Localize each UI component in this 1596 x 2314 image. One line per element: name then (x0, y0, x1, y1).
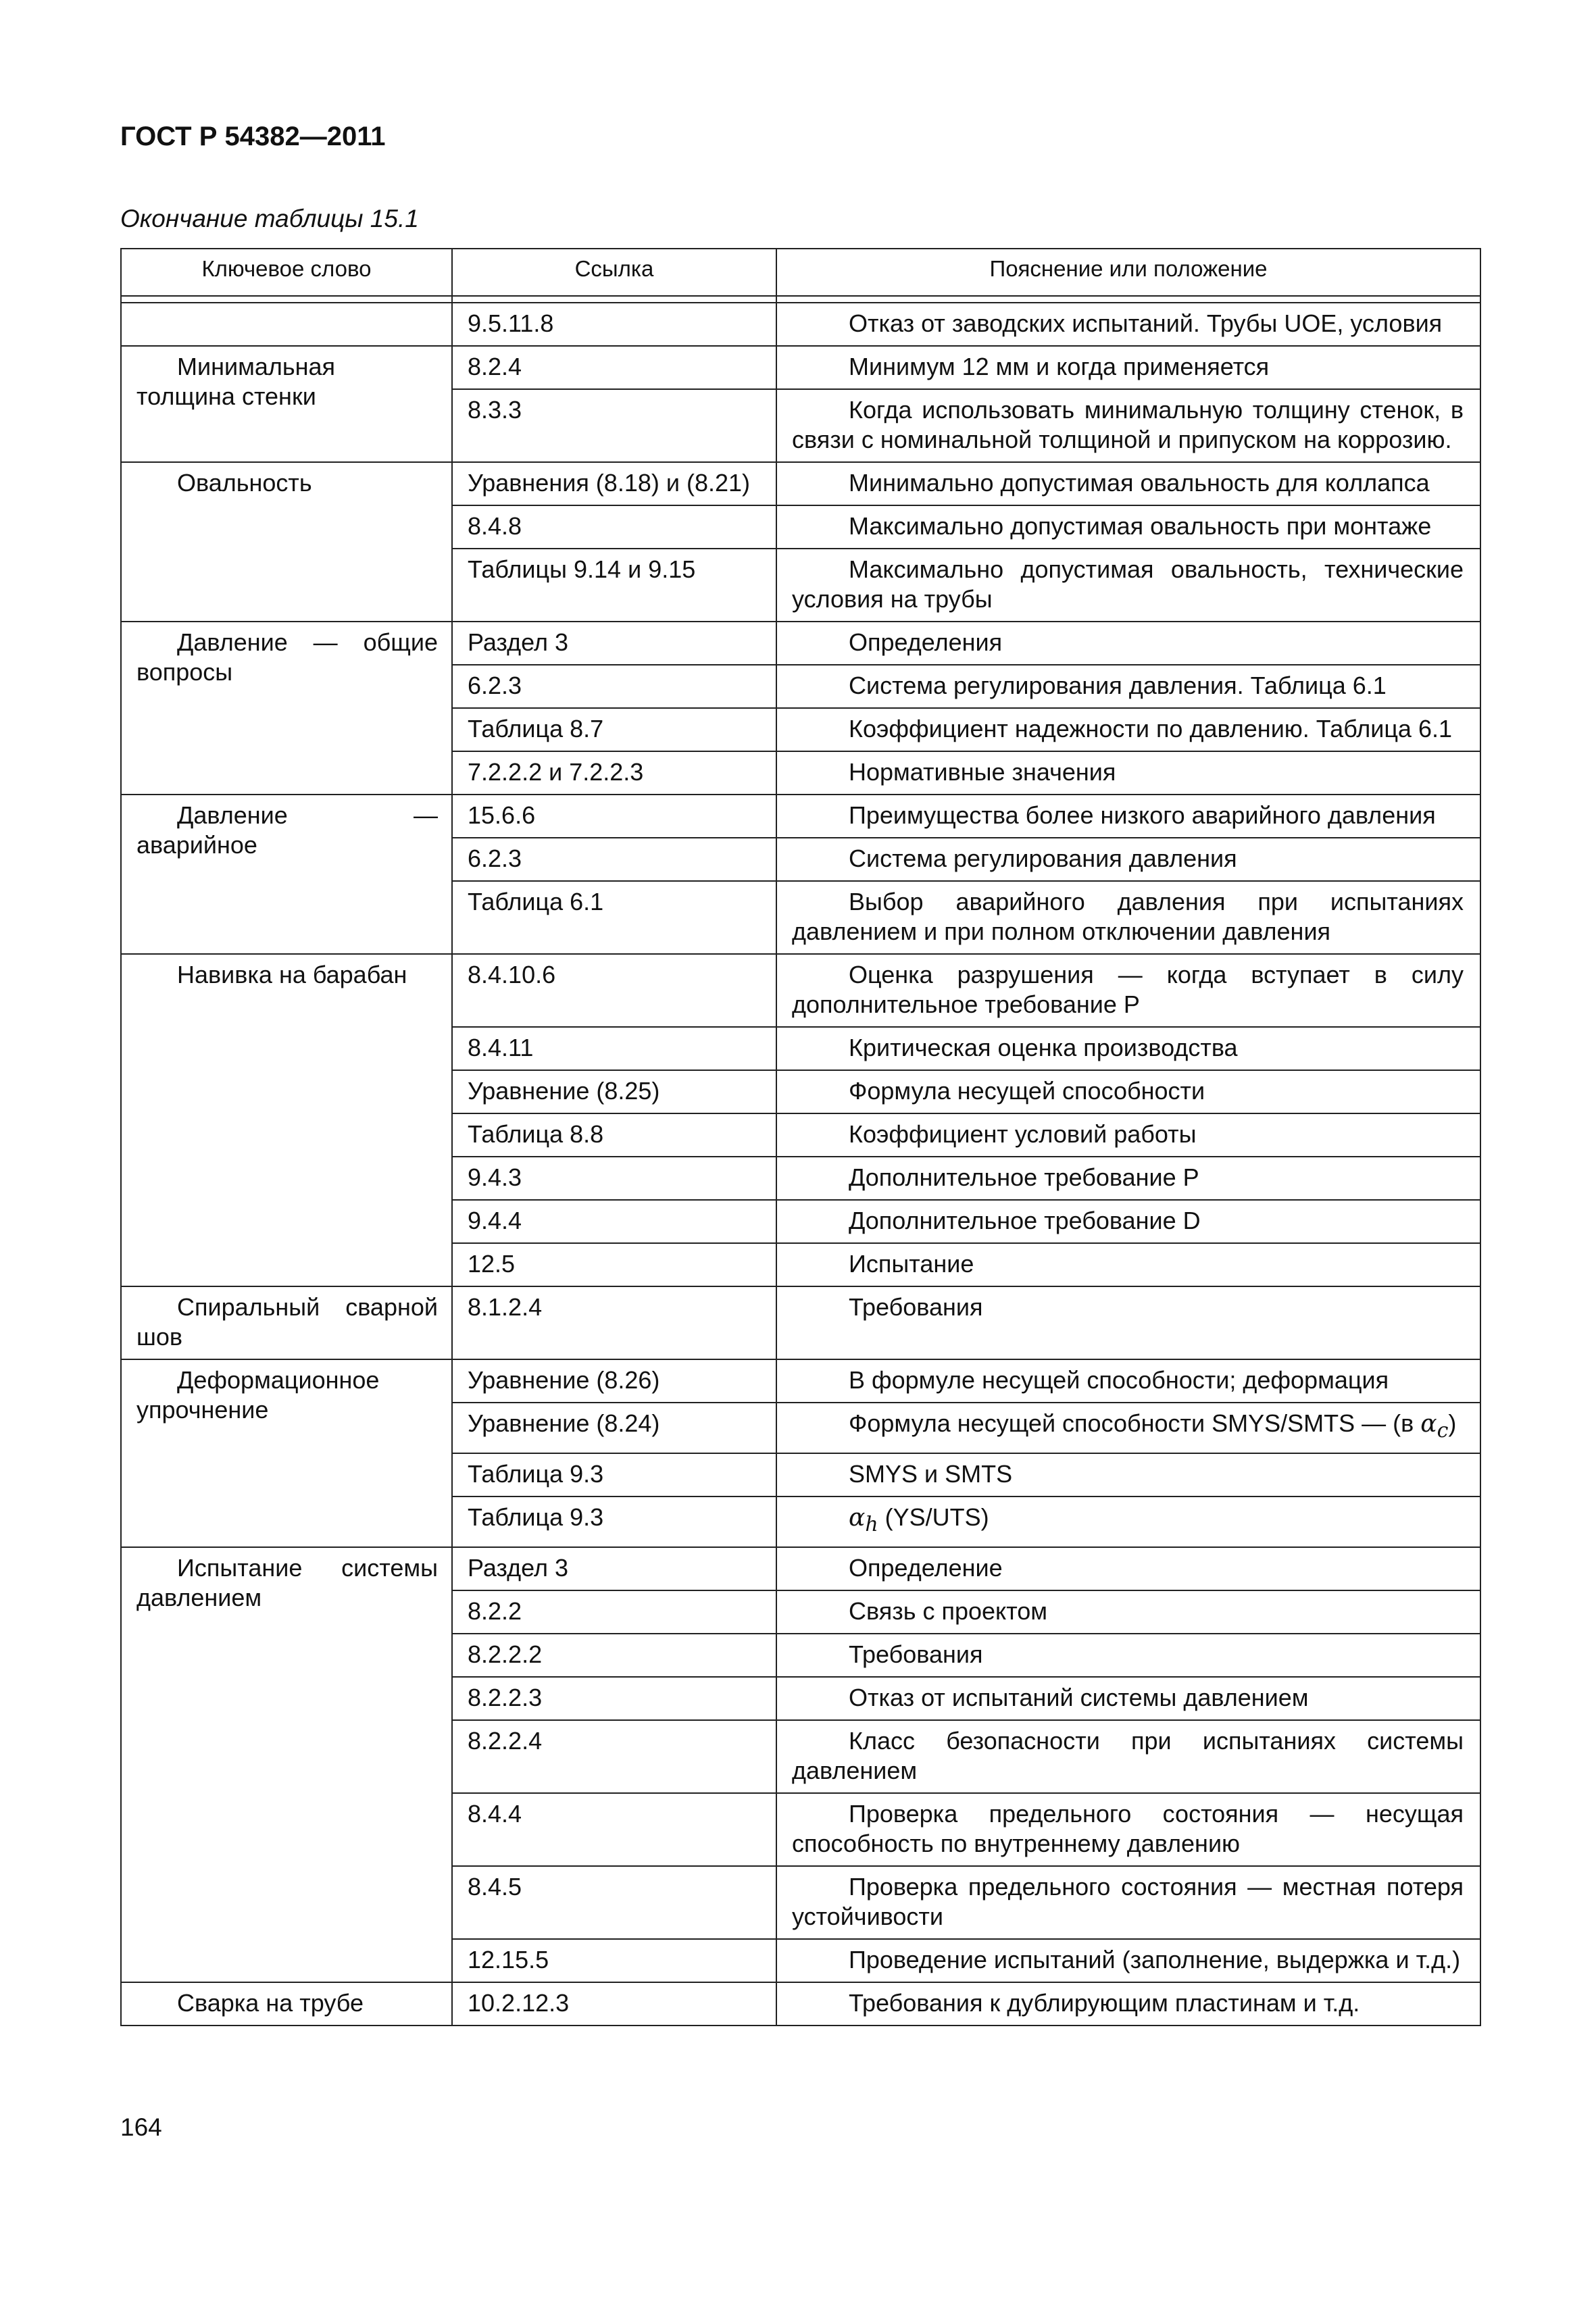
explanation-cell: Отказ от испытаний системы давлением (776, 1677, 1480, 1720)
reference-cell: 8.1.2.4 (452, 1286, 776, 1359)
explanation-cell: Испытание (776, 1243, 1480, 1286)
reference-cell: Уравнение (8.25) (452, 1070, 776, 1113)
table-row (121, 1982, 1480, 2026)
reference-cell: 10.2.12.3 (452, 1982, 776, 2026)
reference-cell: 6.2.3 (452, 838, 776, 881)
reference-cell: Раздел 3 (452, 1547, 776, 1590)
explanation-cell: Дополнительное требование D (776, 1200, 1480, 1243)
explanation-cell: Минимум 12 мм и когда применяется (776, 346, 1480, 389)
table-body (121, 303, 1480, 2026)
reference-cell: 9.4.3 (452, 1157, 776, 1200)
keyword-cell: Давление — аварийное (121, 795, 452, 954)
explanation-cell: Максимально допустимая овальность при монтаже (776, 505, 1480, 549)
table-row (121, 1359, 1480, 1403)
explanation-cell: Выбор аварийного давления при испытаниях давлением и при полном отключении давления (776, 881, 1480, 954)
explanation-cell: Критическая оценка производства (776, 1027, 1480, 1070)
keyword-cell: Навивка на барабан (121, 954, 452, 1286)
explanation-cell: Максимально допустимая овальность, технические условия на трубы (776, 549, 1480, 622)
explanation-cell: Коэффициент условий работы (776, 1113, 1480, 1157)
table-row (121, 795, 1480, 838)
explanation-cell: Требования к дублирующим пластинам и т.д. (776, 1982, 1480, 2026)
reference-cell: 9.5.11.8 (452, 303, 776, 346)
reference-cell: 8.4.5 (452, 1866, 776, 1939)
explanation-cell: Оценка разрушения — когда вступает в силу дополнительное требование P (776, 954, 1480, 1027)
reference-cell: 8.2.2.4 (452, 1720, 776, 1793)
explanation-cell: Формула несущей способности (776, 1070, 1480, 1113)
reference-cell: 8.4.11 (452, 1027, 776, 1070)
keyword-cell: Испытание системы давлением (121, 1547, 452, 1982)
reference-cell: 12.15.5 (452, 1939, 776, 1982)
column-header-explanation: Пояснение или положение (776, 249, 1480, 296)
explanation-cell: Система регулирования давления. Таблица 6.1 (776, 665, 1480, 708)
reference-cell: Таблица 8.8 (452, 1113, 776, 1157)
explanation-cell: $\alpha_h$ (YS/UTS) (776, 1496, 1480, 1547)
table-caption: Окончание таблицы 15.1 (120, 205, 419, 232)
keyword-table (120, 248, 1481, 2026)
reference-cell: 15.6.6 (452, 795, 776, 838)
reference-cell: 8.4.8 (452, 505, 776, 549)
explanation-cell: Определения (776, 622, 1480, 665)
reference-cell: 8.2.2.3 (452, 1677, 776, 1720)
reference-cell: Таблица 6.1 (452, 881, 776, 954)
explanation-cell: Проверка предельного состояния — местная потеря устойчивости (776, 1866, 1480, 1939)
document-code: ГОСТ Р 54382—2011 (120, 122, 386, 151)
explanation-cell: Проверка предельного состояния — несущая способность по внутреннему давлению (776, 1793, 1480, 1866)
reference-cell: 12.5 (452, 1243, 776, 1286)
reference-cell: Таблица 9.3 (452, 1453, 776, 1496)
reference-cell: Таблица 9.3 (452, 1496, 776, 1547)
reference-cell: Таблицы 9.14 и 9.15 (452, 549, 776, 622)
reference-cell: 8.4.4 (452, 1793, 776, 1866)
explanation-cell: В формуле несущей способности; деформация (776, 1359, 1480, 1403)
explanation-cell: Система регулирования давления (776, 838, 1480, 881)
explanation-cell: Коэффициент надежности по давлению. Таблица 6.1 (776, 708, 1480, 751)
table-row (121, 1547, 1480, 1590)
explanation-cell: Дополнительное требование P (776, 1157, 1480, 1200)
table-header-row (121, 249, 1480, 296)
reference-cell: Таблица 8.7 (452, 708, 776, 751)
explanation-cell: Требования (776, 1286, 1480, 1359)
header-separator (121, 296, 1480, 303)
table-row (121, 346, 1480, 389)
keyword-cell: Спиральный сварной шов (121, 1286, 452, 1359)
explanation-cell: Формула несущей способности SMYS/SMTS — (в $\alpha_c$) (776, 1403, 1480, 1453)
explanation-cell: Минимально допустимая овальность для коллапса (776, 462, 1480, 505)
reference-cell: 6.2.3 (452, 665, 776, 708)
table-row (121, 462, 1480, 505)
keyword-cell: Минимальная толщина стенки (121, 346, 452, 462)
reference-cell: Уравнение (8.26) (452, 1359, 776, 1403)
reference-cell: 8.2.2 (452, 1590, 776, 1634)
explanation-cell: SMYS и SMTS (776, 1453, 1480, 1496)
explanation-cell: Отказ от заводских испытаний. Трубы UOE, условия (776, 303, 1480, 346)
explanation-cell: Преимущества более низкого аварийного давления (776, 795, 1480, 838)
page-number: 164 (120, 2113, 162, 2141)
reference-cell: 7.2.2.2 и 7.2.2.3 (452, 751, 776, 795)
column-header-keyword: Ключевое слово (121, 249, 452, 296)
explanation-cell: Связь с проектом (776, 1590, 1480, 1634)
reference-cell: 8.3.3 (452, 389, 776, 462)
reference-cell: 8.4.10.6 (452, 954, 776, 1027)
explanation-cell: Класс безопасности при испытаниях системы давлением (776, 1720, 1480, 1793)
explanation-cell: Когда использовать минимальную толщину стенок, в связи с номинальной толщиной и припуском на коррозию. (776, 389, 1480, 462)
explanation-cell: Нормативные значения (776, 751, 1480, 795)
reference-cell: Раздел 3 (452, 622, 776, 665)
table-row (121, 954, 1480, 1027)
reference-cell: 8.2.2.2 (452, 1634, 776, 1677)
reference-cell: Уравнение (8.24) (452, 1403, 776, 1453)
table-row (121, 1286, 1480, 1359)
keyword-cell (121, 303, 452, 346)
reference-cell: Уравнения (8.18) и (8.21) (452, 462, 776, 505)
explanation-cell: Проведение испытаний (заполнение, выдержка и т.д.) (776, 1939, 1480, 1982)
keyword-cell: Сварка на трубе (121, 1982, 452, 2026)
column-header-reference: Ссылка (452, 249, 776, 296)
explanation-cell: Определение (776, 1547, 1480, 1590)
reference-cell: 9.4.4 (452, 1200, 776, 1243)
table-row (121, 622, 1480, 665)
table-row (121, 303, 1480, 346)
keyword-cell: Деформационное упрочнение (121, 1359, 452, 1547)
reference-cell: 8.2.4 (452, 346, 776, 389)
explanation-cell: Требования (776, 1634, 1480, 1677)
keyword-cell: Давление — общие вопросы (121, 622, 452, 795)
keyword-cell: Овальность (121, 462, 452, 622)
